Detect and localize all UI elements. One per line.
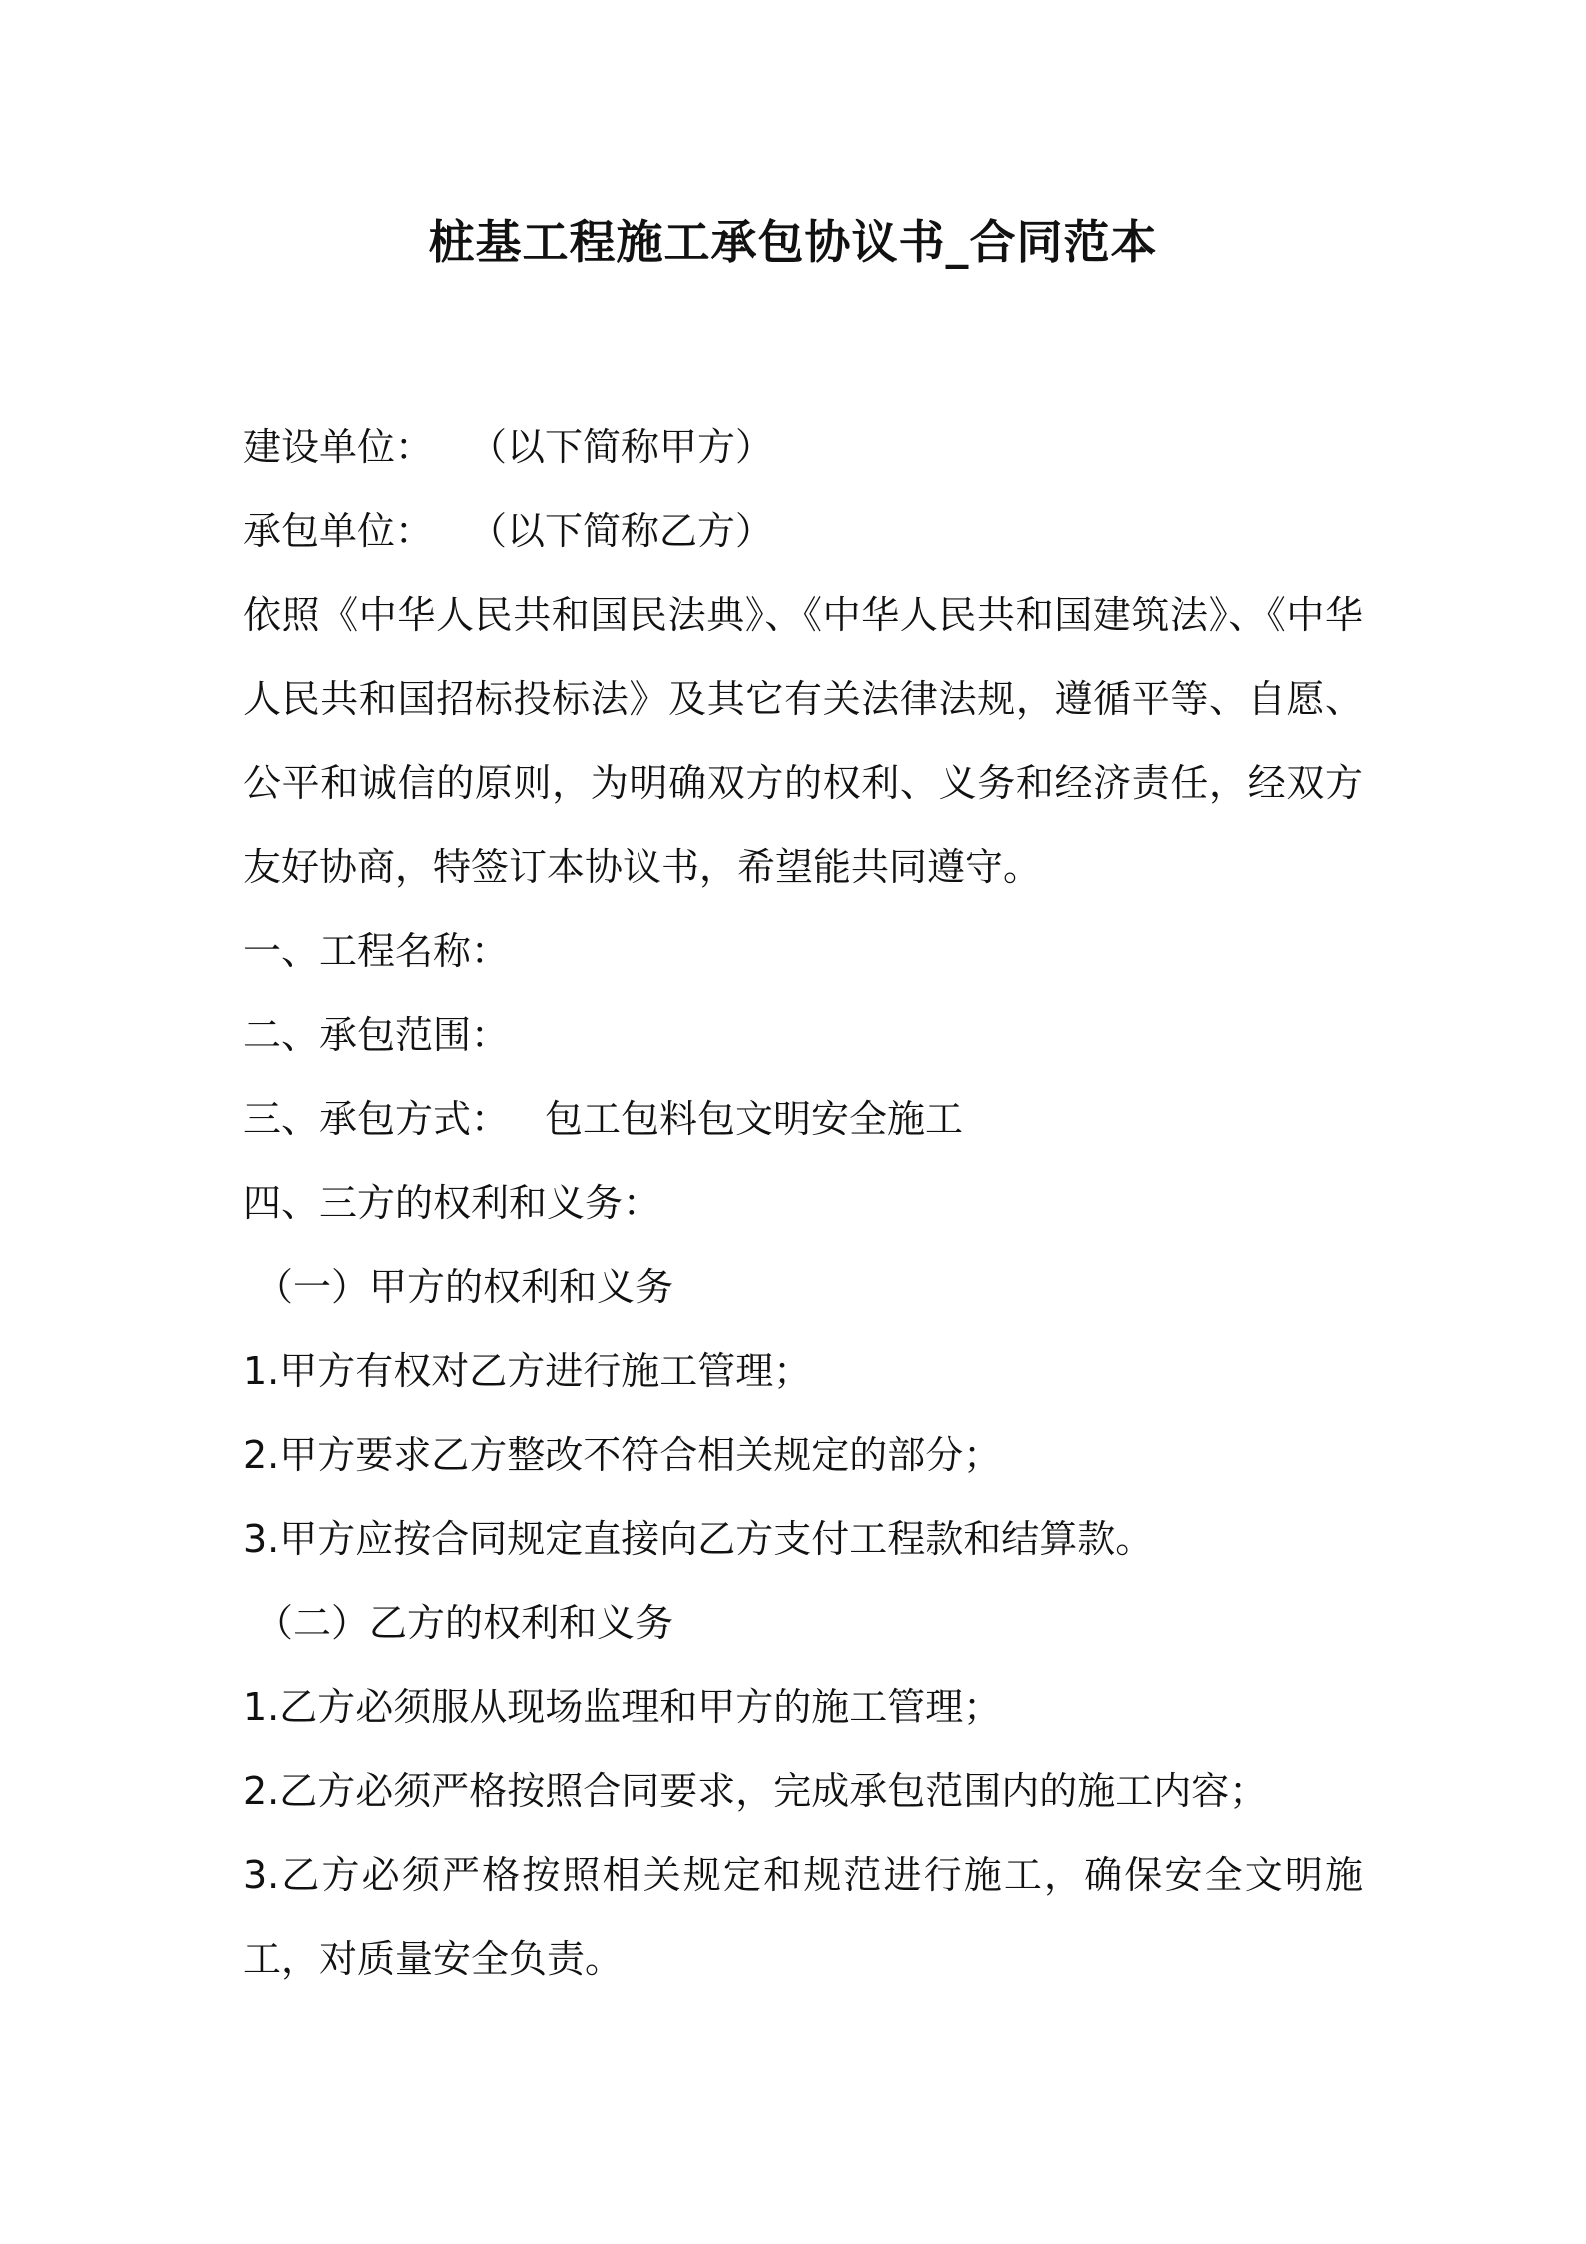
party-a-note: （以下简称甲方） [469, 425, 774, 469]
party-a-item: 2.甲方要求乙方整改不符合相关规定的部分； [243, 1433, 1002, 1477]
subsection-party-a-title: （一）甲方的权利和义务 [255, 1265, 674, 1309]
party-a-item: 3.甲方应按合同规定直接向乙方支付工程款和结算款。 [243, 1517, 1154, 1561]
party-b-line [243, 489, 1363, 573]
section-rights-duties: 四、三方的权利和义务： [243, 1181, 662, 1225]
party-b-item: 2.乙方必须严格按照合同要求，完成承包范围内的施工内容； [243, 1769, 1268, 1813]
contract-method-value: 包工包料包文明安全施工 [545, 1097, 964, 1141]
document-body [243, 405, 1363, 2001]
section-contract-method [243, 1077, 1363, 1161]
party-a-label: 建设单位： [243, 425, 434, 469]
section-project-name: 一、工程名称： [243, 929, 510, 973]
document-title: 桩基工程施工承包协议书_合同范本 [428, 215, 1158, 269]
contract-method-label: 三、承包方式： [243, 1097, 510, 1141]
subsection-party-b-title: （二）乙方的权利和义务 [255, 1601, 674, 1645]
section-contract-scope: 二、承包范围： [243, 1013, 510, 1057]
party-a-item: 1.甲方有权对乙方进行施工管理； [243, 1349, 812, 1393]
intro-paragraph: 依照《中华人民共和国民法典》、《中华人民共和国建筑法》、《中华人民共和国招标投标法》及其它有关法律法规，遵循平等、自愿、公平和诚信的原则，为明确双方的权利、义务和经济责任，经双方友好协商，特签订本协议书，希望能共同遵守。 [243, 593, 1363, 889]
party-a-line [243, 405, 1363, 489]
party-b-item: 1.乙方必须服从现场监理和甲方的施工管理； [243, 1685, 1002, 1729]
party-b-label: 承包单位： [243, 509, 434, 553]
party-b-item: 3.乙方必须严格按照相关规定和规范进行施工，确保安全文明施工，对质量安全负责。 [243, 1853, 1363, 1981]
party-b-note: （以下简称乙方） [469, 509, 774, 553]
